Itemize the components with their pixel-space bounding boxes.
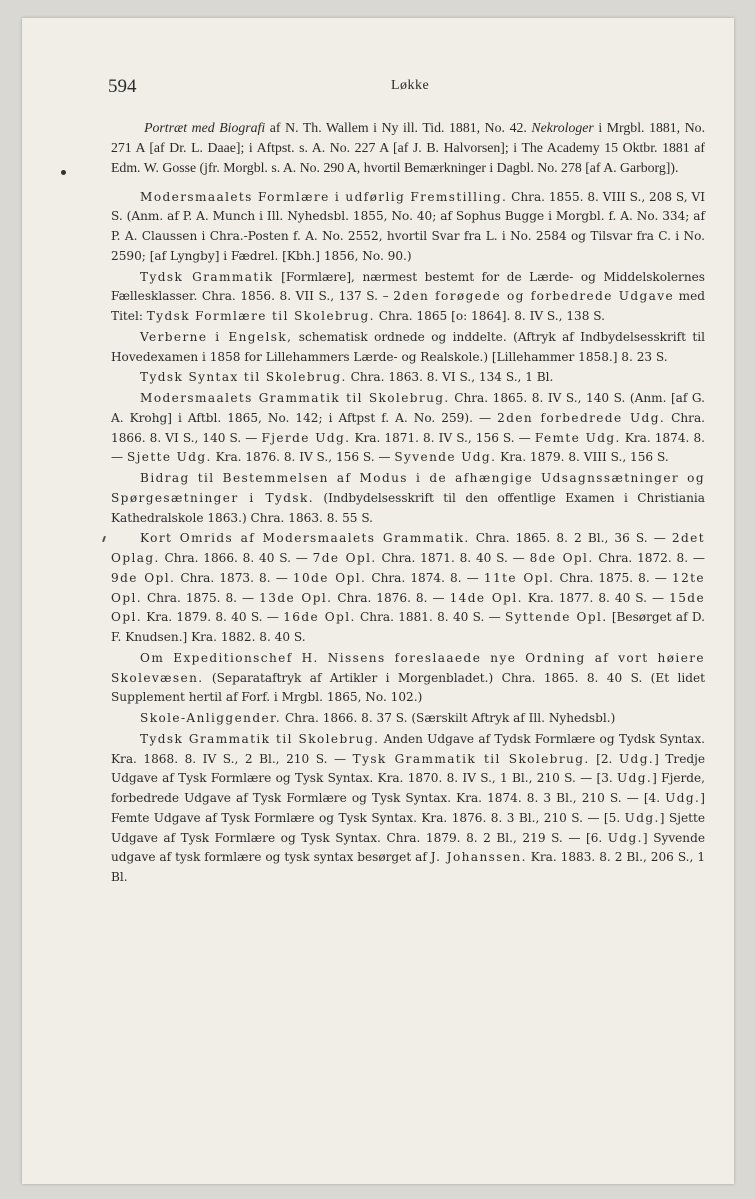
entry-text: Chra. 1872. 8. — — [593, 551, 705, 566]
bibliography-entry — [111, 268, 705, 327]
entry-title: Tydsk Grammatik til Skolebrug. — [140, 731, 380, 746]
intro-italic: Portræt med Biografi — [144, 120, 266, 135]
entry-title: Tydsk Syntax til Skolebrug. — [140, 370, 347, 385]
page-header — [108, 76, 708, 98]
entry-title: Bidrag til Bestemmelsen af Modus i de afhængige Udsagnssætninger og Spørgesætninger i Tydsk. — [111, 471, 705, 505]
entry-title: Fjerde Udg. — [261, 430, 351, 445]
entry-title: 10de Opl. — [292, 570, 367, 585]
margin-dot — [61, 170, 66, 175]
entry-text: Chra. 1865 [o: 1864]. 8. IV S., 138 S. — [374, 309, 605, 324]
bibliography-entry — [111, 188, 705, 267]
entry-title: Udg. — [617, 771, 653, 786]
entry-title: Syvende Udg. — [394, 450, 497, 465]
entry-text: Chra. 1866. 8. VI S., 140 S. — — [111, 410, 706, 445]
entry-text: Kra. 1883. 8. 2 Bl., 206 S., 1 Bl. — [111, 850, 706, 885]
entry-text: ] Tredje Udgave af Tysk Formlære og Tysk Syntax. Kra. 1870. 8. IV S., 1 Bl., 210 S. — [3. — [111, 751, 706, 786]
running-head: Løkke — [391, 78, 430, 93]
entry-text: Chra. 1874. 8. — — [366, 570, 484, 585]
entry-title: Tydsk Formlære til Skolebrug. — [146, 309, 375, 324]
entry-title: Om Expeditionschef H. Nissens foreslaaede nye Ordning af vort høiere Skolevæsen. — [111, 650, 705, 685]
entry-text: Chra. 1866. 8. 40 S. — — [159, 551, 313, 566]
entry-text: Kra. 1879. 8. VIII S., 156 S. — [496, 450, 669, 465]
entry-text: (Indbydelsesskrift til den offentlige Examen i Christiania Kathedralskole 1863.) Chra. 1863. 8. 55 S. — [111, 490, 705, 525]
entry-text: Chra. 1865. 8. 2 Bl., 36 S. — — [469, 531, 672, 546]
entry-text: (Separataftryk af Artikler i Morgenbladet.) Chra. 1865. 8. 40 S. (Et lidet Supplement hertil af Forf. i Mrgbl. 1865, No. 102.) — [111, 670, 705, 705]
entry-text: Chra. 1865. 8. IV S., 140 S. (Anm. [af G. A. Krohg] i Aftbl. 1865, No. 142; i Aftpst f. A. No. 259). — — [111, 391, 705, 425]
entry-text: [Formlære], nærmest bestemt for de Lærde- og Middelskolernes Fællesklasser. Chra. 1856. 8. VII S., 137 S. – — [111, 269, 705, 304]
bibliography-entry — [111, 730, 705, 888]
bibliography-entry — [111, 649, 705, 708]
entry-text: Chra. 1881. 8. 40 S. — — [355, 610, 505, 625]
entry-text: Kra. 1877. 8. 40 S. — — [522, 590, 670, 605]
intro-italic: Nekrologer — [531, 120, 594, 135]
intro-paragraph — [111, 118, 705, 178]
entry-text: ] Sjette Udgave af Tysk Formlære og Tysk Syntax. Chra. 1879. 8. 2 Bl., 219 S. — [6. — [111, 810, 705, 845]
entry-title: 13de Opl. — [259, 590, 333, 605]
entry-text: Chra. 1863. 8. VI S., 134 S., 1 Bl. — [346, 370, 554, 385]
intro-text: i Mrgbl. 1881, No. 271 A [af Dr. L. Daae]; i Aftpst. s. A. No. 227 A [af J. B. Halvorsen]; i The Academy 15 Oktbr. 1881 af Edm. W. Gosse (jfr. Morgbl. s. A. No. 290 A, hvortil Bemærkninger i Dagbl. No. 278 [af A. Garborg]). — [111, 120, 706, 175]
entry-title: 2den forøgede og forbedrede Udgave — [393, 289, 675, 304]
entry-title: 2det Oplag. — [111, 531, 705, 566]
entry-text: schematisk ordnede og inddelte. (Aftryk af Indbydelsesskrift til Hovedexamen i 1858 for Lillehammers Lærde- og Realskole.) [Lillehammer 1858.] 8. 23 S. — [111, 329, 705, 364]
entry-title: Udg. — [607, 830, 643, 845]
entry-title: Udg. — [665, 791, 701, 806]
entry-title: Verberne i Engelsk, — [140, 329, 293, 344]
entry-title: Syttende Opl. — [504, 610, 608, 625]
entry-title: Modersmaalets Grammatik til Skolebrug. — [140, 391, 450, 406]
bibliography-entry — [111, 389, 705, 468]
bibliography-entry — [111, 709, 705, 729]
entry-title: 8de Opl. — [529, 551, 594, 566]
entry-text: Chra. 1875. 8. — — [141, 590, 260, 605]
entry-text: Chra. 1876. 8. — — [332, 590, 450, 605]
entry-text: Chra. 1866. 8. 37 S. (Særskilt Aftryk af Ill. Nyhedsbl.) — [281, 711, 616, 726]
entry-title: 11te Opl. — [483, 570, 555, 585]
intro-text: af N. Th. Wallem i Ny ill. Tid. 1881, No. 42. — [265, 120, 532, 135]
entry-text: ] Fjerde, forbedrede Udgave af Tysk Formlære og Tysk Syntax. Kra. 1874. 8. 3 Bl., 210 S. — [4. — [111, 771, 705, 806]
entry-text: [2. — [589, 751, 619, 766]
entry-text: [Besørget af D. F. Knudsen.] Kra. 1882. 8. 40 S. — [111, 610, 705, 645]
entry-title: Modersmaalets Formlære i udførlig Fremstilling. — [140, 189, 508, 204]
page-number: 594 — [108, 76, 137, 97]
bibliography-entry — [111, 368, 705, 388]
entry-title: 16de Opl. — [283, 610, 356, 625]
page-body — [111, 118, 705, 889]
entry-title: 14de Opl. — [449, 590, 523, 605]
entry-title: 7de Opl. — [312, 551, 377, 566]
entry-title: Skole-Anliggender. — [140, 711, 282, 726]
entry-text: ] Femte Udgave af Tysk Formlære og Tysk Syntax. Kra. 1876. 8. 3 Bl., 210 S. — [5. — [111, 791, 705, 825]
entry-title: Femte Udg. — [534, 430, 621, 445]
entry-text: Kra. 1871. 8. IV S., 156 S. — — [350, 430, 535, 445]
entry-title: 9de Opl. — [111, 570, 176, 585]
entry-text: med Titel: — [111, 289, 705, 324]
entry-text: Chra. 1871. 8. 40 S. — — [376, 551, 530, 566]
bibliography-entry — [111, 328, 705, 368]
entry-text: Chra. 1855. 8. VIII S., 208 S, VI S. (Anm. af P. A. Munch i Ill. Nyhedsbl. 1855, No. 40; af Sophus Bugge i Morgbl. f. A. No. 334; af P. A. Claussen i Chra.-Posten f. A. No. 2552, hvortil Svar fra L. i No. 2584 og Tilsvar fra C. i No. 2590; [af Lyngby] i Fædrel. [Kbh.] 1856, No. 90.) — [111, 189, 705, 263]
bibliography-entry — [111, 529, 705, 648]
entry-text: Kra. 1879. 8. 40 S. — — [141, 610, 284, 625]
entry-title: 15de Opl. — [111, 590, 705, 625]
entry-title: Kort Omrids af Modersmaalets Grammatik. — [140, 531, 470, 546]
margin-mark — [102, 536, 106, 542]
entry-text: Anden Udgave af Tydsk Formlære og Tydsk Syntax. Kra. 1868. 8. IV S., 2 Bl., 210 S. — — [111, 731, 705, 766]
entry-title: Udg. — [618, 751, 655, 766]
document-page — [22, 18, 734, 1184]
entry-text: Chra. 1873. 8. — — [175, 570, 293, 585]
bibliography-entry — [111, 469, 705, 528]
entry-title: 12te Opl. — [111, 570, 705, 605]
entry-text: ] Syvende udgave af tysk formlære og tysk syntax besørget af — [111, 830, 705, 865]
entry-text: Kra. 1874. 8. — — [111, 430, 705, 465]
entry-text: Chra. 1875. 8. — — [554, 570, 672, 585]
entry-text: Kra. 1876. 8. IV S., 156 S. — — [211, 450, 395, 465]
entry-title: Udg. — [624, 810, 660, 825]
entry-title: 2den forbedrede Udg. — [497, 410, 666, 425]
entry-title: Tydsk Grammatik — [140, 269, 274, 284]
entry-title: Sjette Udg. — [126, 450, 212, 465]
entry-title: J. Johanssen. — [430, 850, 527, 865]
entry-title: Tysk Grammatik til Skolebrug. — [352, 751, 590, 766]
